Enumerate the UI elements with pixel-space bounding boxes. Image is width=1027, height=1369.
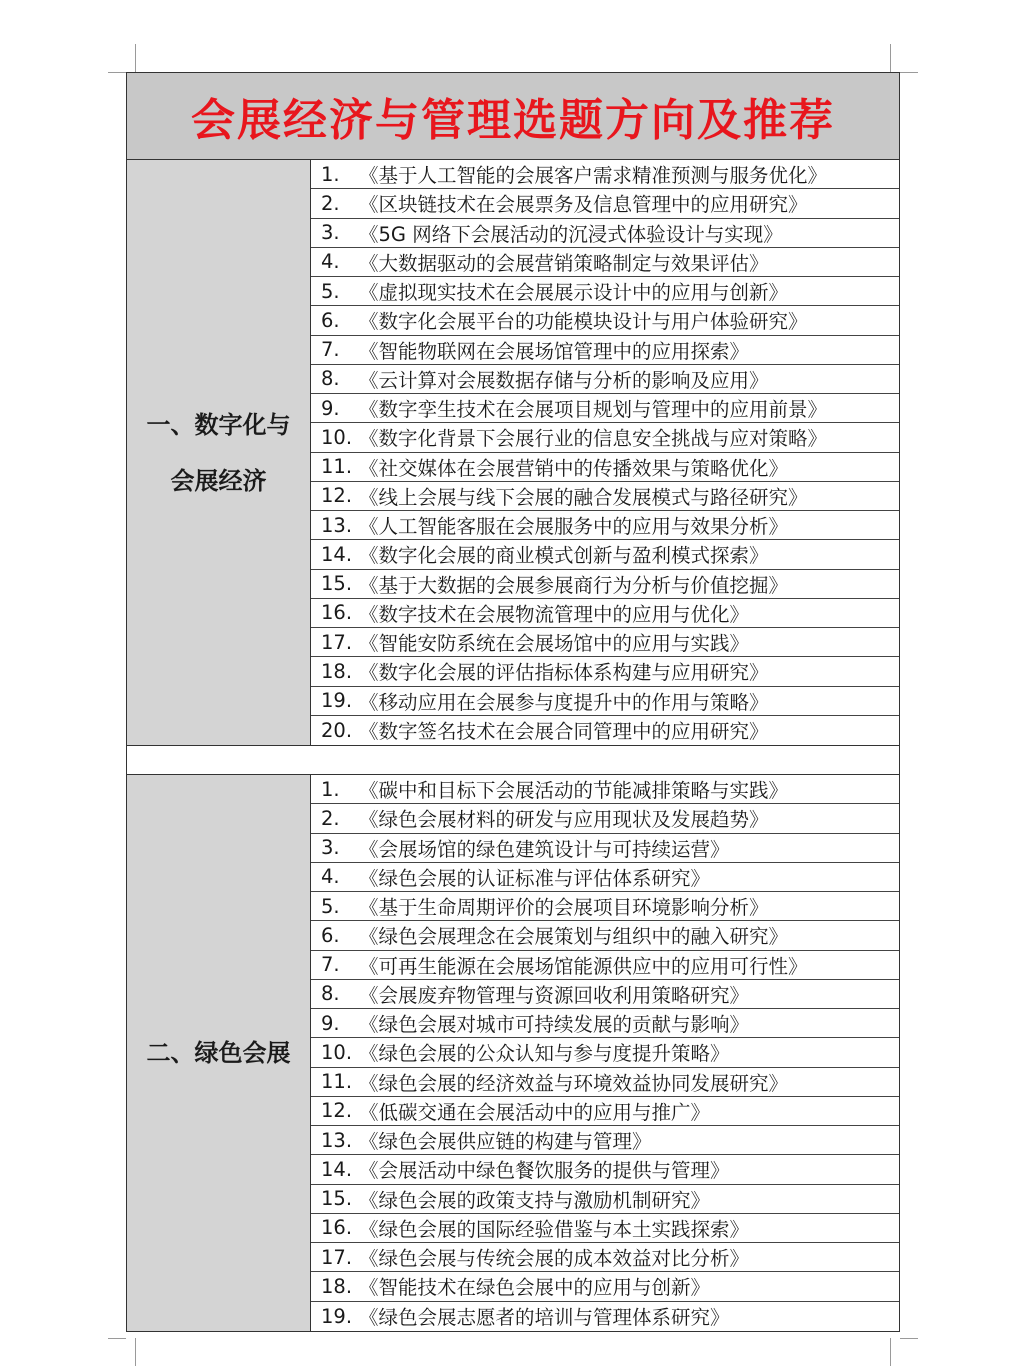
topic-title: 《会展废弃物管理与资源回收利用策略研究》 [359, 983, 750, 1007]
section-digital [127, 160, 899, 746]
topic-title: 《数字化会展平台的功能模块设计与用户体验研究》 [359, 310, 808, 334]
topic-row [311, 482, 899, 511]
topic-number: 10. [321, 425, 353, 449]
topic-row [311, 1302, 899, 1331]
topic-row [311, 921, 899, 950]
topic-row [311, 248, 899, 277]
topic-row [311, 980, 899, 1009]
topic-table [126, 72, 900, 1332]
topic-number: 18. [321, 659, 353, 683]
topic-number: 13. [321, 513, 353, 537]
crop-mark-bottom-left-v [135, 1338, 136, 1366]
topic-row [311, 1214, 899, 1243]
topic-row [311, 863, 899, 892]
topic-title: 《绿色会展的公众认知与参与度提升策略》 [359, 1042, 730, 1066]
topic-title: 《虚拟现实技术在会展展示设计中的应用与创新》 [359, 281, 789, 305]
topic-number: 12. [321, 1099, 353, 1123]
topic-number: 2. [321, 191, 340, 215]
topic-title: 《绿色会展的认证标准与评估体系研究》 [359, 866, 711, 890]
topic-number: 3. [321, 221, 340, 245]
topic-row [311, 775, 899, 804]
spacer-row [127, 746, 899, 775]
topic-row [311, 892, 899, 921]
topic-row [311, 189, 899, 218]
topic-row [311, 540, 899, 569]
topic-row [311, 1155, 899, 1184]
topic-title: 《数字化会展的评估指标体系构建与应用研究》 [359, 661, 769, 685]
category-label-line1: 一、数字化与 [146, 410, 291, 439]
topic-row [311, 1009, 899, 1038]
topic-title: 《数字化背景下会展行业的信息安全挑战与应对策略》 [359, 427, 828, 451]
topic-title: 《绿色会展理念在会展策划与组织中的融入研究》 [359, 925, 789, 949]
topic-title: 《会展活动中绿色餐饮服务的提供与管理》 [359, 1159, 730, 1183]
section-green [127, 775, 899, 1331]
topic-number: 19. [321, 689, 353, 713]
topic-number: 8. [321, 367, 340, 391]
topic-number: 5. [321, 279, 340, 303]
topic-title: 《数字签名技术在会展合同管理中的应用研究》 [359, 720, 769, 744]
topic-title: 《智能安防系统在会展场馆中的应用与实践》 [359, 632, 750, 656]
topic-row [311, 570, 899, 599]
topic-row [311, 716, 899, 745]
topic-row [311, 628, 899, 657]
topic-row [311, 511, 899, 540]
topic-title: 《绿色会展志愿者的培训与管理体系研究》 [359, 1306, 730, 1330]
topic-number: 11. [321, 455, 353, 479]
topic-number: 20. [321, 718, 353, 742]
topic-number: 18. [321, 1274, 353, 1298]
topic-number: 15. [321, 1187, 353, 1211]
topic-row [311, 277, 899, 306]
topic-number: 9. [321, 1011, 340, 1035]
topic-title: 《社交媒体在会展营销中的传播效果与策略优化》 [359, 456, 789, 480]
title-row [127, 73, 899, 160]
topic-number: 2. [321, 806, 340, 830]
topic-title: 《数字化会展的商业模式创新与盈利模式探索》 [359, 544, 769, 568]
crop-mark-bottom-right-v [890, 1338, 891, 1366]
category-cell [127, 775, 311, 1331]
topic-title: 《云计算对会展数据存储与分析的影响及应用》 [359, 368, 769, 392]
topic-title: 《移动应用在会展参与度提升中的作用与策略》 [359, 690, 769, 714]
topic-number: 4. [321, 250, 340, 274]
topic-title: 《绿色会展的国际经验借鉴与本土实践探索》 [359, 1217, 750, 1241]
topic-number: 6. [321, 923, 340, 947]
topic-row [311, 219, 899, 248]
topic-number: 1. [321, 162, 340, 186]
topic-row [311, 687, 899, 716]
crop-mark-bottom-left-h [108, 1338, 126, 1339]
topic-row [311, 1097, 899, 1126]
topic-number: 3. [321, 836, 340, 860]
category-cell [127, 160, 311, 745]
category-label-line2: 会展经济 [170, 466, 267, 495]
topic-title: 《绿色会展的政策支持与激励机制研究》 [359, 1188, 711, 1212]
topic-row [311, 804, 899, 833]
topic-row [311, 453, 899, 482]
topic-number: 4. [321, 865, 340, 889]
page-title: 会展经济与管理选题方向及推荐 [191, 95, 835, 146]
topic-number: 10. [321, 1040, 353, 1064]
topic-number: 9. [321, 396, 340, 420]
topic-number: 13. [321, 1128, 353, 1152]
topic-title: 《基于人工智能的会展客户需求精准预测与服务优化》 [359, 164, 828, 188]
topic-row [311, 336, 899, 365]
topic-number: 16. [321, 1216, 353, 1240]
topic-number: 11. [321, 1070, 353, 1094]
topic-row [311, 394, 899, 423]
topic-row [311, 1126, 899, 1155]
topic-number: 12. [321, 484, 353, 508]
crop-mark-top-left-v [135, 44, 136, 72]
topic-row [311, 1243, 899, 1272]
topic-title: 《绿色会展材料的研发与应用现状及发展趋势》 [359, 808, 769, 832]
topic-title: 《可再生能源在会展场馆能源供应中的应用可行性》 [359, 954, 808, 978]
topic-title: 《会展场馆的绿色建筑设计与可持续运营》 [359, 837, 730, 861]
topic-title: 《线上会展与线下会展的融合发展模式与路径研究》 [359, 485, 808, 509]
topic-number: 8. [321, 982, 340, 1006]
topic-title: 《基于大数据的会展参展商行为分析与价值挖掘》 [359, 573, 789, 597]
topic-row [311, 1068, 899, 1097]
topic-title: 《人工智能客服在会展服务中的应用与效果分析》 [359, 515, 789, 539]
crop-mark-bottom-right-h [900, 1338, 918, 1339]
topic-row [311, 657, 899, 686]
topic-number: 17. [321, 1245, 353, 1269]
topic-row [311, 1038, 899, 1067]
topic-title: 《智能技术在绿色会展中的应用与创新》 [359, 1276, 711, 1300]
topic-title: 《区块链技术在会展票务及信息管理中的应用研究》 [359, 193, 808, 217]
topic-row [311, 160, 899, 189]
topic-number: 7. [321, 338, 340, 362]
topic-title: 《绿色会展的经济效益与环境效益协同发展研究》 [359, 1071, 789, 1095]
crop-mark-top-right-v [890, 44, 891, 72]
topic-row [311, 306, 899, 335]
topic-row [311, 599, 899, 628]
crop-mark-top-right-h [900, 72, 918, 73]
topic-list [311, 775, 899, 1331]
topic-list [311, 160, 899, 745]
topic-title: 《数字技术在会展物流管理中的应用与优化》 [359, 602, 750, 626]
topic-row [311, 423, 899, 452]
category-label-line1: 二、绿色会展 [146, 1038, 291, 1067]
topic-row [311, 1272, 899, 1301]
topic-title: 《数字孪生技术在会展项目规划与管理中的应用前景》 [359, 398, 828, 422]
topic-title: 《绿色会展供应链的构建与管理》 [359, 1130, 652, 1154]
topic-number: 14. [321, 542, 353, 566]
topic-row [311, 951, 899, 980]
topic-number: 17. [321, 630, 353, 654]
crop-mark-top-left-h [108, 72, 126, 73]
topic-number: 5. [321, 894, 340, 918]
topic-row [311, 365, 899, 394]
topic-number: 6. [321, 308, 340, 332]
topic-number: 19. [321, 1304, 353, 1328]
topic-row [311, 1185, 899, 1214]
topic-title: 《绿色会展对城市可持续发展的贡献与影响》 [359, 1013, 750, 1037]
topic-title: 《绿色会展与传统会展的成本效益对比分析》 [359, 1247, 750, 1271]
topic-number: 1. [321, 777, 340, 801]
topic-number: 16. [321, 601, 353, 625]
topic-title: 《大数据驱动的会展营销策略制定与效果评估》 [359, 251, 769, 275]
topic-title: 《智能物联网在会展场馆管理中的应用探索》 [359, 339, 750, 363]
topic-title: 《碳中和目标下会展活动的节能减排策略与实践》 [359, 779, 789, 803]
topic-title: 《低碳交通在会展活动中的应用与推广》 [359, 1100, 711, 1124]
topic-row [311, 834, 899, 863]
topic-title: 《基于生命周期评价的会展项目环境影响分析》 [359, 896, 769, 920]
topic-number: 15. [321, 572, 353, 596]
topic-number: 14. [321, 1157, 353, 1181]
topic-number: 7. [321, 953, 340, 977]
topic-title: 《5G 网络下会展活动的沉浸式体验设计与实现》 [359, 222, 783, 246]
